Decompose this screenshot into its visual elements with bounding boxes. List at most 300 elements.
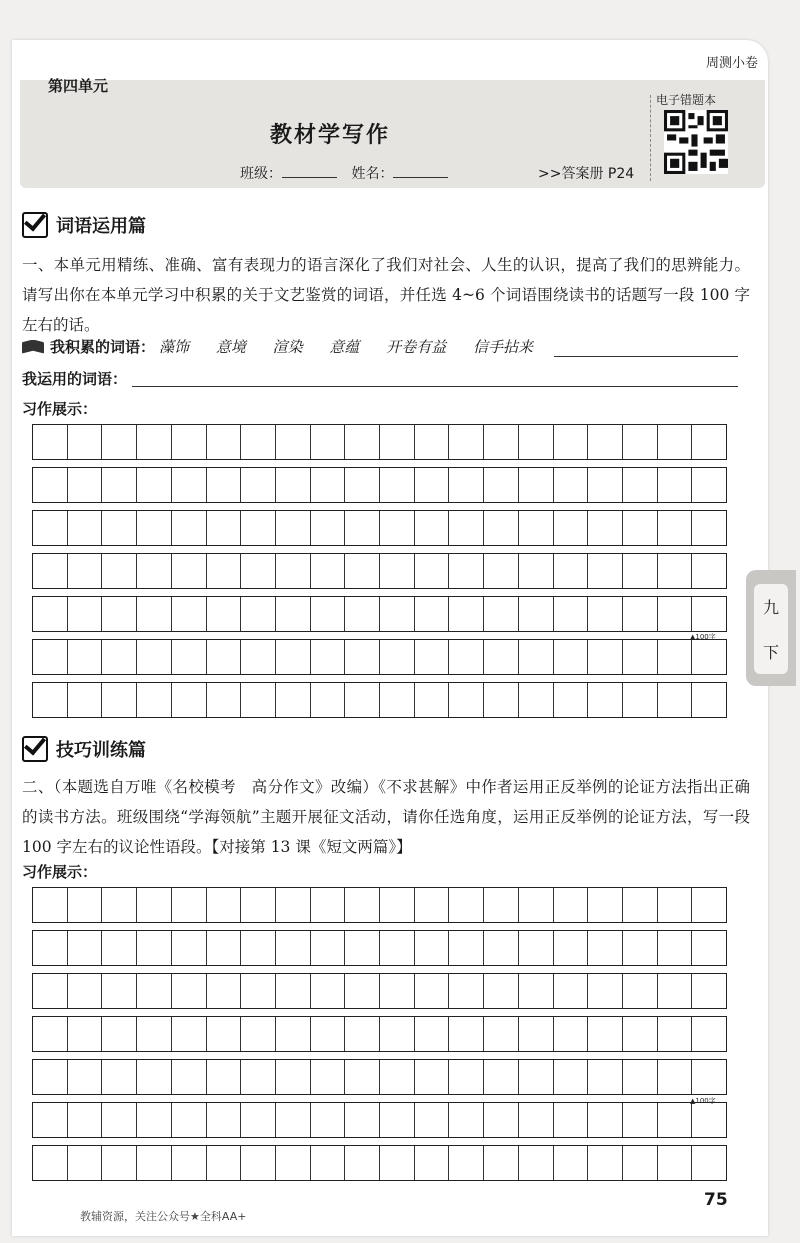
grid-cell[interactable] xyxy=(692,931,726,965)
grid-cell[interactable] xyxy=(658,640,693,674)
grid-cell[interactable] xyxy=(33,1103,68,1137)
grid-cell[interactable] xyxy=(449,1103,484,1137)
grid-cell[interactable] xyxy=(33,1146,68,1180)
grid-cell[interactable] xyxy=(415,468,450,502)
grid-cell[interactable] xyxy=(658,1146,693,1180)
grid-cell[interactable] xyxy=(692,1103,726,1137)
grid-cell[interactable] xyxy=(137,1103,172,1137)
grid-cell[interactable] xyxy=(68,1017,103,1051)
grid-cell[interactable] xyxy=(415,974,450,1008)
grid-cell[interactable] xyxy=(554,1060,589,1094)
grid-cell[interactable] xyxy=(415,554,450,588)
grid-cell[interactable] xyxy=(623,425,658,459)
grid-cell[interactable] xyxy=(415,597,450,631)
grid-cell[interactable] xyxy=(172,468,207,502)
grid-cell[interactable] xyxy=(207,974,242,1008)
grid-cell[interactable] xyxy=(276,554,311,588)
used-words-blank[interactable] xyxy=(132,386,738,387)
grid-cell[interactable] xyxy=(484,425,519,459)
grid-cell[interactable] xyxy=(276,683,311,717)
grid-cell[interactable] xyxy=(519,1146,554,1180)
grid-cell[interactable] xyxy=(33,931,68,965)
section-heading-vocabulary: 词语运用篇 xyxy=(22,212,146,238)
grid-cell[interactable] xyxy=(519,1017,554,1051)
grid-cell[interactable] xyxy=(102,888,137,922)
grid-cell[interactable] xyxy=(345,1060,380,1094)
grid-cell[interactable] xyxy=(207,511,242,545)
grid-cell[interactable] xyxy=(519,425,554,459)
grid-cell[interactable] xyxy=(345,974,380,1008)
grid-cell[interactable] xyxy=(345,1017,380,1051)
grid-cell[interactable] xyxy=(623,888,658,922)
grid-cell[interactable] xyxy=(68,1146,103,1180)
grid-row xyxy=(32,639,727,675)
grid-cell[interactable] xyxy=(276,1017,311,1051)
grid-cell[interactable] xyxy=(658,1060,693,1094)
grid-cell[interactable] xyxy=(207,888,242,922)
grid-cell[interactable] xyxy=(241,1103,276,1137)
grid-cell[interactable] xyxy=(276,1060,311,1094)
grid-cell[interactable] xyxy=(588,888,623,922)
grid-cell[interactable] xyxy=(311,1146,346,1180)
grid-cell[interactable] xyxy=(449,468,484,502)
grid-cell[interactable] xyxy=(241,974,276,1008)
grid-cell[interactable] xyxy=(102,511,137,545)
grid-cell[interactable] xyxy=(207,425,242,459)
grid-cell[interactable] xyxy=(449,425,484,459)
grid-cell[interactable] xyxy=(554,468,589,502)
grid-cell[interactable] xyxy=(415,1017,450,1051)
grid-cell[interactable] xyxy=(623,468,658,502)
grid-cell[interactable] xyxy=(519,468,554,502)
grid-cell[interactable] xyxy=(554,425,589,459)
grid-cell[interactable] xyxy=(137,640,172,674)
grid-cell[interactable] xyxy=(311,683,346,717)
grid-cell[interactable] xyxy=(484,1103,519,1137)
grid-cell[interactable] xyxy=(484,1017,519,1051)
grid-cell[interactable] xyxy=(449,974,484,1008)
grid-cell[interactable] xyxy=(519,511,554,545)
grid-cell[interactable] xyxy=(276,468,311,502)
grid-cell[interactable] xyxy=(276,931,311,965)
grid-cell[interactable] xyxy=(449,511,484,545)
grid-cell[interactable] xyxy=(241,425,276,459)
grid-cell[interactable] xyxy=(623,597,658,631)
grid-cell[interactable] xyxy=(484,931,519,965)
grid-cell[interactable] xyxy=(311,1103,346,1137)
grid-cell[interactable] xyxy=(33,683,68,717)
grid-cell[interactable] xyxy=(276,1146,311,1180)
grid-cell[interactable] xyxy=(484,640,519,674)
grid-cell[interactable] xyxy=(345,511,380,545)
grid-cell[interactable] xyxy=(241,554,276,588)
grid-cell[interactable] xyxy=(311,640,346,674)
grid-cell[interactable] xyxy=(311,511,346,545)
grid-cell[interactable] xyxy=(519,597,554,631)
grid-cell[interactable] xyxy=(449,554,484,588)
grid-cell[interactable] xyxy=(137,888,172,922)
grid-cell[interactable] xyxy=(241,683,276,717)
grid-cell[interactable] xyxy=(658,888,693,922)
grid-cell[interactable] xyxy=(658,974,693,1008)
grid-cell[interactable] xyxy=(380,597,415,631)
grid-cell[interactable] xyxy=(449,1146,484,1180)
grid-cell[interactable] xyxy=(692,554,726,588)
grid-cell[interactable] xyxy=(588,554,623,588)
grid-cell[interactable] xyxy=(415,640,450,674)
grid-cell[interactable] xyxy=(380,931,415,965)
grid-cell[interactable] xyxy=(311,1017,346,1051)
grid-cell[interactable] xyxy=(102,468,137,502)
grid-cell[interactable] xyxy=(102,931,137,965)
grid-row xyxy=(32,1102,727,1138)
grid-cell[interactable] xyxy=(102,1017,137,1051)
grid-cell[interactable] xyxy=(276,974,311,1008)
grid-cell[interactable] xyxy=(102,1146,137,1180)
grid-cell[interactable] xyxy=(380,640,415,674)
grid-cell[interactable] xyxy=(137,468,172,502)
grid-cell[interactable] xyxy=(484,683,519,717)
grid-cell[interactable] xyxy=(588,931,623,965)
grid-cell[interactable] xyxy=(33,597,68,631)
grid-cell[interactable] xyxy=(519,640,554,674)
grid-cell[interactable] xyxy=(380,1060,415,1094)
grid-cell[interactable] xyxy=(623,1103,658,1137)
grid-cell[interactable] xyxy=(380,1146,415,1180)
grid-cell[interactable] xyxy=(692,974,726,1008)
grid-cell[interactable] xyxy=(380,888,415,922)
grid-cell[interactable] xyxy=(33,888,68,922)
grid-cell[interactable] xyxy=(172,888,207,922)
grid-cell[interactable] xyxy=(623,931,658,965)
grid-cell[interactable] xyxy=(102,425,137,459)
grid-cell[interactable] xyxy=(484,1146,519,1180)
grid-cell[interactable] xyxy=(345,1146,380,1180)
grid-cell[interactable] xyxy=(102,1060,137,1094)
grid-cell[interactable] xyxy=(692,468,726,502)
grid-cell[interactable] xyxy=(623,683,658,717)
grid-cell[interactable] xyxy=(415,931,450,965)
class-blank[interactable] xyxy=(282,177,337,178)
grid-cell[interactable] xyxy=(172,931,207,965)
grid-cell[interactable] xyxy=(623,511,658,545)
grid-cell[interactable] xyxy=(68,468,103,502)
grid-cell[interactable] xyxy=(345,468,380,502)
grid-cell[interactable] xyxy=(380,425,415,459)
grid-cell[interactable] xyxy=(692,1146,726,1180)
grid-cell[interactable] xyxy=(554,1017,589,1051)
grid-cell[interactable] xyxy=(588,1060,623,1094)
grid-cell[interactable] xyxy=(449,931,484,965)
grid-cell[interactable] xyxy=(588,1146,623,1180)
grid-cell[interactable] xyxy=(658,554,693,588)
grid-row xyxy=(32,1059,727,1095)
grid-cell[interactable] xyxy=(692,1017,726,1051)
grid-cell[interactable] xyxy=(588,1017,623,1051)
grid-cell[interactable] xyxy=(137,425,172,459)
grid-cell[interactable] xyxy=(345,640,380,674)
grid-cell[interactable] xyxy=(311,425,346,459)
grid-cell[interactable] xyxy=(658,425,693,459)
grid-cell[interactable] xyxy=(137,683,172,717)
grid-cell[interactable] xyxy=(554,640,589,674)
grid-cell[interactable] xyxy=(241,597,276,631)
grid-cell[interactable] xyxy=(380,1103,415,1137)
grade-label: 九 xyxy=(762,598,779,617)
grid-cell[interactable] xyxy=(172,554,207,588)
grid-cell[interactable] xyxy=(519,931,554,965)
grid-cell[interactable] xyxy=(172,1103,207,1137)
grid-cell[interactable] xyxy=(68,425,103,459)
grid-cell[interactable] xyxy=(484,468,519,502)
grid-cell[interactable] xyxy=(415,888,450,922)
grid-cell[interactable] xyxy=(137,597,172,631)
grid-cell[interactable] xyxy=(241,1017,276,1051)
grid-cell[interactable] xyxy=(380,511,415,545)
grid-cell[interactable] xyxy=(68,511,103,545)
grid-cell[interactable] xyxy=(692,640,726,674)
unit-label: 第四单元 xyxy=(48,77,109,95)
grid-cell[interactable] xyxy=(658,1103,693,1137)
grid-cell[interactable] xyxy=(33,1017,68,1051)
grid-cell[interactable] xyxy=(345,597,380,631)
grid-cell[interactable] xyxy=(137,1017,172,1051)
grid-cell[interactable] xyxy=(68,640,103,674)
grid-cell[interactable] xyxy=(207,1146,242,1180)
grid-cell[interactable] xyxy=(554,931,589,965)
grid-cell[interactable] xyxy=(172,1146,207,1180)
grid-cell[interactable] xyxy=(172,425,207,459)
grid-cell[interactable] xyxy=(449,888,484,922)
grid-cell[interactable] xyxy=(276,597,311,631)
grid-cell[interactable] xyxy=(207,1060,242,1094)
grid-cell[interactable] xyxy=(588,597,623,631)
grid-cell[interactable] xyxy=(68,597,103,631)
grid-cell[interactable] xyxy=(241,1146,276,1180)
grid-cell[interactable] xyxy=(588,974,623,1008)
grid-cell[interactable] xyxy=(241,1060,276,1094)
grid-cell[interactable] xyxy=(692,511,726,545)
grid-cell[interactable] xyxy=(380,468,415,502)
grid-cell[interactable] xyxy=(554,597,589,631)
grid-cell[interactable] xyxy=(276,640,311,674)
grid-cell[interactable] xyxy=(658,597,693,631)
grid-cell[interactable] xyxy=(33,974,68,1008)
words-blank[interactable] xyxy=(554,356,738,357)
grid-cell[interactable] xyxy=(484,974,519,1008)
grid-cell[interactable] xyxy=(449,640,484,674)
grid-cell[interactable] xyxy=(380,554,415,588)
grid-cell[interactable] xyxy=(345,554,380,588)
grid-cell[interactable] xyxy=(311,1060,346,1094)
grid-cell[interactable] xyxy=(588,683,623,717)
grid-cell[interactable] xyxy=(484,888,519,922)
grid-cell[interactable] xyxy=(484,597,519,631)
grid-cell[interactable] xyxy=(588,1103,623,1137)
grid-cell[interactable] xyxy=(415,683,450,717)
grid-cell[interactable] xyxy=(519,888,554,922)
grid-cell[interactable] xyxy=(172,640,207,674)
grid-cell[interactable] xyxy=(207,597,242,631)
grid-cell[interactable] xyxy=(415,511,450,545)
grid-cell[interactable] xyxy=(68,888,103,922)
grid-cell[interactable] xyxy=(658,1017,693,1051)
grid-cell[interactable] xyxy=(68,1060,103,1094)
grid-cell[interactable] xyxy=(345,1103,380,1137)
grid-cell[interactable] xyxy=(380,1017,415,1051)
grid-cell[interactable] xyxy=(311,888,346,922)
grid-cell[interactable] xyxy=(311,468,346,502)
grid-cell[interactable] xyxy=(102,974,137,1008)
grid-cell[interactable] xyxy=(588,425,623,459)
handwritten-words xyxy=(159,336,555,357)
grid-cell[interactable] xyxy=(623,1060,658,1094)
grid-cell[interactable] xyxy=(345,683,380,717)
grid-cell[interactable] xyxy=(207,931,242,965)
grid-cell[interactable] xyxy=(554,511,589,545)
grid-cell[interactable] xyxy=(68,554,103,588)
qr-code-icon[interactable] xyxy=(664,110,728,174)
grid-cell[interactable] xyxy=(207,468,242,502)
grid-cell[interactable] xyxy=(172,597,207,631)
grid-cell[interactable] xyxy=(519,683,554,717)
grid-cell[interactable] xyxy=(519,554,554,588)
grid-cell[interactable] xyxy=(207,1017,242,1051)
grid-cell[interactable] xyxy=(449,1060,484,1094)
grid-cell[interactable] xyxy=(692,597,726,631)
name-blank[interactable] xyxy=(393,177,448,178)
grid-cell[interactable] xyxy=(415,1146,450,1180)
grid-cell[interactable] xyxy=(276,425,311,459)
grid-cell[interactable] xyxy=(33,640,68,674)
grid-cell[interactable] xyxy=(588,468,623,502)
grid-cell[interactable] xyxy=(241,931,276,965)
grid-cell[interactable] xyxy=(172,683,207,717)
grid-cell[interactable] xyxy=(658,511,693,545)
grid-cell[interactable] xyxy=(68,683,103,717)
grid-cell[interactable] xyxy=(554,683,589,717)
grid-cell[interactable] xyxy=(207,640,242,674)
grid-cell[interactable] xyxy=(554,1103,589,1137)
grid-cell[interactable] xyxy=(658,468,693,502)
grid-cell[interactable] xyxy=(415,1060,450,1094)
grid-cell[interactable] xyxy=(519,1060,554,1094)
grid-cell[interactable] xyxy=(623,974,658,1008)
practice-label-1: 习作展示： xyxy=(22,400,98,418)
grid-cell[interactable] xyxy=(554,554,589,588)
grid-cell[interactable] xyxy=(102,640,137,674)
grid-cell[interactable] xyxy=(345,888,380,922)
grid-cell[interactable] xyxy=(623,640,658,674)
grid-cell[interactable] xyxy=(241,888,276,922)
grid-cell[interactable] xyxy=(658,683,693,717)
grid-cell[interactable] xyxy=(623,1146,658,1180)
grid-cell[interactable] xyxy=(449,597,484,631)
checkbox-icon xyxy=(22,212,48,238)
grid-cell[interactable] xyxy=(380,683,415,717)
grid-cell[interactable] xyxy=(102,1103,137,1137)
grid-cell[interactable] xyxy=(519,1103,554,1137)
grid-cell[interactable] xyxy=(33,554,68,588)
grid-cell[interactable] xyxy=(692,1060,726,1094)
grid-cell[interactable] xyxy=(33,425,68,459)
grid-cell[interactable] xyxy=(137,931,172,965)
grid-cell[interactable] xyxy=(311,554,346,588)
grid-cell[interactable] xyxy=(449,683,484,717)
grid-cell[interactable] xyxy=(137,511,172,545)
grid-cell[interactable] xyxy=(311,974,346,1008)
grid-cell[interactable] xyxy=(415,425,450,459)
grid-cell[interactable] xyxy=(311,597,346,631)
grid-cell[interactable] xyxy=(449,1017,484,1051)
grid-cell[interactable] xyxy=(241,468,276,502)
grid-cell[interactable] xyxy=(207,554,242,588)
grid-cell[interactable] xyxy=(137,974,172,1008)
grid-cell[interactable] xyxy=(276,888,311,922)
grid-cell[interactable] xyxy=(172,511,207,545)
grid-cell[interactable] xyxy=(137,554,172,588)
grid-cell[interactable] xyxy=(33,1060,68,1094)
accumulated-words-line xyxy=(22,336,555,357)
grid-cell[interactable] xyxy=(692,888,726,922)
grid-cell[interactable] xyxy=(33,468,68,502)
grid-cell[interactable] xyxy=(484,1060,519,1094)
grid-cell[interactable] xyxy=(623,1017,658,1051)
grid-cell[interactable] xyxy=(692,683,726,717)
grid-cell[interactable] xyxy=(345,425,380,459)
grid-cell[interactable] xyxy=(207,683,242,717)
grid-cell[interactable] xyxy=(380,974,415,1008)
grid-cell[interactable] xyxy=(276,1103,311,1137)
grid-cell[interactable] xyxy=(137,1060,172,1094)
grid-cell[interactable] xyxy=(137,1146,172,1180)
grid-cell[interactable] xyxy=(484,554,519,588)
grid-cell[interactable] xyxy=(68,931,103,965)
grid-cell[interactable] xyxy=(554,1146,589,1180)
grid-cell[interactable] xyxy=(172,1017,207,1051)
grid-cell[interactable] xyxy=(241,640,276,674)
term-label: 下 xyxy=(762,643,779,662)
grid-row xyxy=(32,973,727,1009)
answer-reference: >>答案册 P24 xyxy=(538,166,635,182)
grid-cell[interactable] xyxy=(519,974,554,1008)
grid-cell[interactable] xyxy=(554,888,589,922)
grid-cell[interactable] xyxy=(102,683,137,717)
grid-cell[interactable] xyxy=(658,931,693,965)
grid-cell[interactable] xyxy=(588,640,623,674)
grid-cell[interactable] xyxy=(68,1103,103,1137)
grid-cell[interactable] xyxy=(276,511,311,545)
grid-cell[interactable] xyxy=(311,931,346,965)
grid-cell[interactable] xyxy=(172,974,207,1008)
class-label: 班级： xyxy=(240,166,282,182)
grid-cell[interactable] xyxy=(33,511,68,545)
grid-cell[interactable] xyxy=(241,511,276,545)
grid-cell[interactable] xyxy=(623,554,658,588)
grid-cell[interactable] xyxy=(484,511,519,545)
grid-cell[interactable] xyxy=(102,554,137,588)
grid-cell[interactable] xyxy=(102,597,137,631)
grid-cell[interactable] xyxy=(588,511,623,545)
grid-cell[interactable] xyxy=(172,1060,207,1094)
grid-cell[interactable] xyxy=(554,974,589,1008)
grid-cell[interactable] xyxy=(207,1103,242,1137)
grid-cell[interactable] xyxy=(415,1103,450,1137)
name-label: 姓名： xyxy=(351,166,394,182)
grid-cell[interactable] xyxy=(345,931,380,965)
grid-cell[interactable] xyxy=(692,425,726,459)
grid-cell[interactable] xyxy=(68,974,103,1008)
